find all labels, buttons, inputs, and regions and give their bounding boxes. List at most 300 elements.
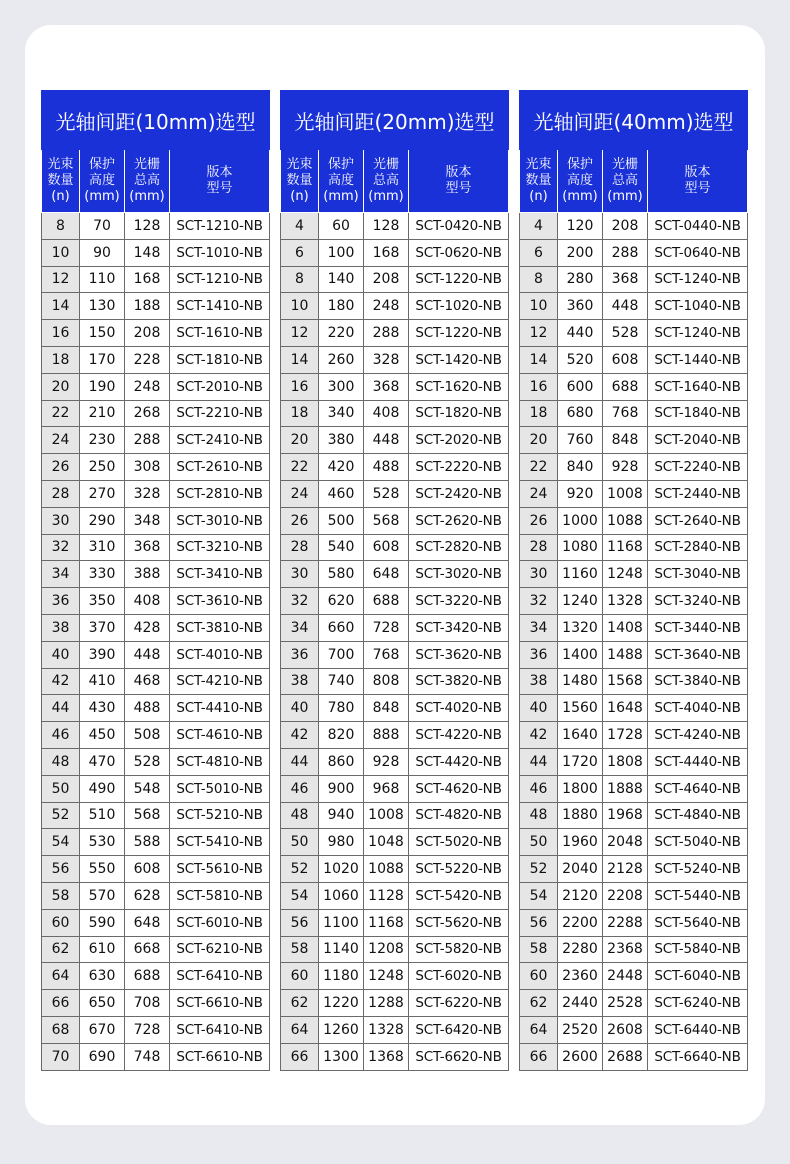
protection-height-cell: 2600: [558, 1043, 603, 1070]
model-cell: SCT-6010-NB: [170, 909, 270, 936]
beam-count-cell: 46: [42, 722, 80, 749]
table-row: [281, 400, 509, 427]
model-cell: SCT-3410-NB: [170, 561, 270, 588]
table-row: [520, 239, 748, 266]
total-height-cell: 928: [603, 454, 648, 481]
table-row: [42, 480, 270, 507]
protection-height-cell: 170: [80, 346, 125, 373]
beam-count-cell: 12: [42, 266, 80, 293]
model-cell: SCT-3440-NB: [648, 614, 748, 641]
total-height-cell: 728: [125, 1016, 170, 1043]
table-row: [42, 534, 270, 561]
model-cell: SCT-5810-NB: [170, 882, 270, 909]
table-row: [520, 614, 748, 641]
table-row: [281, 239, 509, 266]
protection-height-cell: 620: [319, 588, 364, 615]
table-row: [42, 588, 270, 615]
total-height-cell: 128: [364, 213, 409, 240]
table-row: [520, 373, 748, 400]
total-height-cell: 1288: [364, 990, 409, 1017]
table-row: [520, 722, 748, 749]
beam-count-cell: 58: [281, 936, 319, 963]
beam-count-cell: 20: [281, 427, 319, 454]
header-protection-height: 保护 高度 (mm): [319, 150, 364, 213]
total-height-cell: 468: [125, 668, 170, 695]
total-height-cell: 2688: [603, 1043, 648, 1070]
beam-count-cell: 36: [520, 641, 558, 668]
protection-height-cell: 300: [319, 373, 364, 400]
model-cell: SCT-5840-NB: [648, 936, 748, 963]
protection-height-cell: 1060: [319, 882, 364, 909]
model-cell: SCT-2220-NB: [409, 454, 509, 481]
beam-count-cell: 4: [281, 213, 319, 240]
table-row: [42, 454, 270, 481]
table-row: [42, 882, 270, 909]
total-height-cell: 208: [603, 213, 648, 240]
beam-count-cell: 34: [281, 614, 319, 641]
header-protection-height: 保护 高度 (mm): [558, 150, 603, 213]
total-height-cell: 668: [125, 936, 170, 963]
model-cell: SCT-4620-NB: [409, 775, 509, 802]
table-row: [42, 239, 270, 266]
table-row: [42, 802, 270, 829]
total-height-cell: 1408: [603, 614, 648, 641]
protection-height-cell: 940: [319, 802, 364, 829]
protection-height-cell: 470: [80, 748, 125, 775]
total-height-cell: 448: [364, 427, 409, 454]
beam-count-cell: 68: [42, 1016, 80, 1043]
table-row: [281, 856, 509, 883]
protection-height-cell: 630: [80, 963, 125, 990]
protection-height-cell: 120: [558, 213, 603, 240]
model-cell: SCT-2440-NB: [648, 480, 748, 507]
total-height-cell: 368: [603, 266, 648, 293]
header-beam-count: 光束 数量 (n): [520, 150, 558, 213]
table-row: [281, 909, 509, 936]
protection-height-cell: 780: [319, 695, 364, 722]
beam-count-cell: 22: [281, 454, 319, 481]
table-row: [42, 561, 270, 588]
total-height-cell: 528: [125, 748, 170, 775]
model-cell: SCT-4640-NB: [648, 775, 748, 802]
protection-height-cell: 2200: [558, 909, 603, 936]
beam-count-cell: 34: [520, 614, 558, 641]
model-cell: SCT-1440-NB: [648, 346, 748, 373]
model-cell: SCT-0640-NB: [648, 239, 748, 266]
beam-count-cell: 32: [281, 588, 319, 615]
table-row: [42, 856, 270, 883]
beam-count-cell: 24: [281, 480, 319, 507]
protection-height-cell: 190: [80, 373, 125, 400]
table-row: [281, 320, 509, 347]
beam-count-cell: 52: [520, 856, 558, 883]
total-height-cell: 188: [125, 293, 170, 320]
model-cell: SCT-3820-NB: [409, 668, 509, 695]
total-height-cell: 488: [125, 695, 170, 722]
model-cell: SCT-4820-NB: [409, 802, 509, 829]
total-height-cell: 1888: [603, 775, 648, 802]
protection-height-cell: 1300: [319, 1043, 364, 1070]
selection-table-40mm: [519, 90, 747, 1071]
beam-count-cell: 44: [520, 748, 558, 775]
beam-count-cell: 50: [42, 775, 80, 802]
protection-height-cell: 540: [319, 534, 364, 561]
beam-count-cell: 12: [520, 320, 558, 347]
table-row: [281, 427, 509, 454]
protection-height-cell: 60: [319, 213, 364, 240]
protection-height-cell: 2120: [558, 882, 603, 909]
model-cell: SCT-4840-NB: [648, 802, 748, 829]
model-cell: SCT-1240-NB: [648, 320, 748, 347]
protection-height-cell: 280: [558, 266, 603, 293]
model-cell: SCT-5040-NB: [648, 829, 748, 856]
model-cell: SCT-1640-NB: [648, 373, 748, 400]
protection-height-cell: 980: [319, 829, 364, 856]
total-height-cell: 848: [603, 427, 648, 454]
protection-height-cell: 360: [558, 293, 603, 320]
model-cell: SCT-2810-NB: [170, 480, 270, 507]
header-beam-count: 光束 数量 (n): [281, 150, 319, 213]
total-height-cell: 368: [125, 534, 170, 561]
table-row: [42, 748, 270, 775]
beam-count-cell: 70: [42, 1043, 80, 1070]
total-height-cell: 408: [364, 400, 409, 427]
beam-count-cell: 56: [520, 909, 558, 936]
protection-height-cell: 2280: [558, 936, 603, 963]
total-height-cell: 688: [364, 588, 409, 615]
beam-count-cell: 46: [281, 775, 319, 802]
table-row: [42, 266, 270, 293]
model-cell: SCT-2010-NB: [170, 373, 270, 400]
protection-height-cell: 550: [80, 856, 125, 883]
model-cell: SCT-5240-NB: [648, 856, 748, 883]
total-height-cell: 208: [125, 320, 170, 347]
table-row: [42, 320, 270, 347]
total-height-cell: 388: [125, 561, 170, 588]
beam-count-cell: 8: [42, 213, 80, 240]
total-height-cell: 1128: [364, 882, 409, 909]
total-height-cell: 168: [125, 266, 170, 293]
protection-height-cell: 1260: [319, 1016, 364, 1043]
beam-count-cell: 44: [42, 695, 80, 722]
protection-height-cell: 860: [319, 748, 364, 775]
beam-count-cell: 30: [281, 561, 319, 588]
model-cell: SCT-4020-NB: [409, 695, 509, 722]
beam-count-cell: 48: [281, 802, 319, 829]
protection-height-cell: 450: [80, 722, 125, 749]
total-height-cell: 1728: [603, 722, 648, 749]
table-row: [42, 909, 270, 936]
beam-count-cell: 42: [520, 722, 558, 749]
beam-count-cell: 26: [42, 454, 80, 481]
protection-height-cell: 660: [319, 614, 364, 641]
beam-count-cell: 36: [281, 641, 319, 668]
total-height-cell: 1808: [603, 748, 648, 775]
total-height-cell: 688: [603, 373, 648, 400]
table-row: [520, 802, 748, 829]
protection-height-cell: 690: [80, 1043, 125, 1070]
protection-height-cell: 600: [558, 373, 603, 400]
beam-count-cell: 30: [42, 507, 80, 534]
protection-height-cell: 2520: [558, 1016, 603, 1043]
protection-height-cell: 310: [80, 534, 125, 561]
model-cell: SCT-5820-NB: [409, 936, 509, 963]
model-cell: SCT-0620-NB: [409, 239, 509, 266]
protection-height-cell: 1400: [558, 641, 603, 668]
beam-count-cell: 40: [520, 695, 558, 722]
beam-count-cell: 38: [281, 668, 319, 695]
model-cell: SCT-2840-NB: [648, 534, 748, 561]
total-height-cell: 608: [603, 346, 648, 373]
protection-height-cell: 270: [80, 480, 125, 507]
beam-count-cell: 62: [42, 936, 80, 963]
beam-count-cell: 50: [281, 829, 319, 856]
table-row: [42, 722, 270, 749]
beam-count-cell: 52: [42, 802, 80, 829]
total-height-cell: 488: [364, 454, 409, 481]
total-height-cell: 1208: [364, 936, 409, 963]
table-row: [520, 641, 748, 668]
beam-count-cell: 42: [281, 722, 319, 749]
table-row: [42, 936, 270, 963]
model-cell: SCT-4410-NB: [170, 695, 270, 722]
table-row: [42, 963, 270, 990]
total-height-cell: 548: [125, 775, 170, 802]
beam-count-cell: 28: [42, 480, 80, 507]
model-cell: SCT-1410-NB: [170, 293, 270, 320]
model-cell: SCT-3610-NB: [170, 588, 270, 615]
model-cell: SCT-1810-NB: [170, 346, 270, 373]
total-height-cell: 368: [364, 373, 409, 400]
total-height-cell: 808: [364, 668, 409, 695]
model-cell: SCT-1610-NB: [170, 320, 270, 347]
protection-height-cell: 1960: [558, 829, 603, 856]
total-height-cell: 688: [125, 963, 170, 990]
beam-count-cell: 4: [520, 213, 558, 240]
protection-height-cell: 1320: [558, 614, 603, 641]
protection-height-cell: 220: [319, 320, 364, 347]
beam-count-cell: 28: [520, 534, 558, 561]
protection-height-cell: 510: [80, 802, 125, 829]
beam-count-cell: 66: [281, 1043, 319, 1070]
protection-height-cell: 430: [80, 695, 125, 722]
model-cell: SCT-5010-NB: [170, 775, 270, 802]
protection-height-cell: 230: [80, 427, 125, 454]
total-height-cell: 1328: [603, 588, 648, 615]
model-cell: SCT-5440-NB: [648, 882, 748, 909]
beam-count-cell: 22: [520, 454, 558, 481]
beam-count-cell: 36: [42, 588, 80, 615]
beam-count-cell: 60: [281, 963, 319, 990]
table-row: [520, 561, 748, 588]
protection-height-cell: 70: [80, 213, 125, 240]
model-cell: SCT-4440-NB: [648, 748, 748, 775]
model-cell: SCT-1220-NB: [409, 320, 509, 347]
table-row: [42, 373, 270, 400]
table-row: [281, 346, 509, 373]
total-height-cell: 1088: [603, 507, 648, 534]
beam-count-cell: 14: [42, 293, 80, 320]
total-height-cell: 288: [364, 320, 409, 347]
total-height-cell: 848: [364, 695, 409, 722]
protection-height-cell: 520: [558, 346, 603, 373]
header-total-height: 光栅 总高 (mm): [603, 150, 648, 213]
total-height-cell: 1568: [603, 668, 648, 695]
protection-height-cell: 680: [558, 400, 603, 427]
total-height-cell: 768: [603, 400, 648, 427]
table-row: [42, 668, 270, 695]
table-row: [281, 266, 509, 293]
protection-height-cell: 1020: [319, 856, 364, 883]
protection-height-cell: 840: [558, 454, 603, 481]
protection-height-cell: 490: [80, 775, 125, 802]
model-cell: SCT-3220-NB: [409, 588, 509, 615]
table-row: [520, 400, 748, 427]
table-row: [520, 534, 748, 561]
protection-height-cell: 2360: [558, 963, 603, 990]
table-row: [520, 775, 748, 802]
table-title: 光轴间距(10mm)选型: [42, 91, 270, 150]
protection-height-cell: 180: [319, 293, 364, 320]
beam-count-cell: 58: [42, 882, 80, 909]
table-row: [42, 507, 270, 534]
table-row: [520, 427, 748, 454]
beam-count-cell: 10: [520, 293, 558, 320]
beam-count-cell: 18: [42, 346, 80, 373]
protection-height-cell: 590: [80, 909, 125, 936]
model-cell: SCT-3810-NB: [170, 614, 270, 641]
beam-count-cell: 64: [281, 1016, 319, 1043]
table-row: [281, 695, 509, 722]
total-height-cell: 328: [125, 480, 170, 507]
total-height-cell: 348: [125, 507, 170, 534]
beam-count-cell: 38: [42, 614, 80, 641]
protection-height-cell: 900: [319, 775, 364, 802]
beam-count-cell: 46: [520, 775, 558, 802]
table-row: [281, 561, 509, 588]
total-height-cell: 2448: [603, 963, 648, 990]
protection-height-cell: 130: [80, 293, 125, 320]
protection-height-cell: 370: [80, 614, 125, 641]
table-row: [520, 668, 748, 695]
model-cell: SCT-2820-NB: [409, 534, 509, 561]
beam-count-cell: 60: [42, 909, 80, 936]
total-height-cell: 448: [603, 293, 648, 320]
model-cell: SCT-4220-NB: [409, 722, 509, 749]
protection-height-cell: 670: [80, 1016, 125, 1043]
protection-height-cell: 1160: [558, 561, 603, 588]
total-height-cell: 648: [364, 561, 409, 588]
selection-table-20mm: [280, 90, 508, 1071]
table-row: [281, 963, 509, 990]
model-cell: SCT-3420-NB: [409, 614, 509, 641]
beam-count-cell: 22: [42, 400, 80, 427]
beam-count-cell: 20: [42, 373, 80, 400]
model-cell: SCT-1040-NB: [648, 293, 748, 320]
beam-count-cell: 12: [281, 320, 319, 347]
protection-height-cell: 420: [319, 454, 364, 481]
protection-height-cell: 100: [319, 239, 364, 266]
model-cell: SCT-4420-NB: [409, 748, 509, 775]
model-cell: SCT-3240-NB: [648, 588, 748, 615]
total-height-cell: 2048: [603, 829, 648, 856]
protection-height-cell: 1560: [558, 695, 603, 722]
model-cell: SCT-2020-NB: [409, 427, 509, 454]
total-height-cell: 2368: [603, 936, 648, 963]
protection-height-cell: 700: [319, 641, 364, 668]
header-total-height: 光栅 总高 (mm): [364, 150, 409, 213]
total-height-cell: 328: [364, 346, 409, 373]
beam-count-cell: 24: [520, 480, 558, 507]
model-cell: SCT-1010-NB: [170, 239, 270, 266]
model-cell: SCT-5410-NB: [170, 829, 270, 856]
total-height-cell: 708: [125, 990, 170, 1017]
protection-height-cell: 1800: [558, 775, 603, 802]
table-row: [281, 588, 509, 615]
table-row: [281, 480, 509, 507]
model-cell: SCT-3010-NB: [170, 507, 270, 534]
model-cell: SCT-3640-NB: [648, 641, 748, 668]
protection-height-cell: 350: [80, 588, 125, 615]
beam-count-cell: 26: [281, 507, 319, 534]
beam-count-cell: 34: [42, 561, 80, 588]
table-row: [520, 213, 748, 240]
total-height-cell: 768: [364, 641, 409, 668]
model-cell: SCT-2410-NB: [170, 427, 270, 454]
table-row: [520, 480, 748, 507]
total-height-cell: 2288: [603, 909, 648, 936]
beam-count-cell: 14: [520, 346, 558, 373]
table-row: [520, 856, 748, 883]
beam-count-cell: 6: [281, 239, 319, 266]
total-height-cell: 1648: [603, 695, 648, 722]
total-height-cell: 728: [364, 614, 409, 641]
protection-height-cell: 110: [80, 266, 125, 293]
protection-height-cell: 150: [80, 320, 125, 347]
protection-height-cell: 920: [558, 480, 603, 507]
protection-height-cell: 390: [80, 641, 125, 668]
total-height-cell: 288: [125, 427, 170, 454]
model-cell: SCT-5210-NB: [170, 802, 270, 829]
total-height-cell: 508: [125, 722, 170, 749]
model-cell: SCT-4810-NB: [170, 748, 270, 775]
total-height-cell: 968: [364, 775, 409, 802]
total-height-cell: 1488: [603, 641, 648, 668]
beam-count-cell: 44: [281, 748, 319, 775]
total-height-cell: 1968: [603, 802, 648, 829]
beam-count-cell: 24: [42, 427, 80, 454]
protection-height-cell: 1100: [319, 909, 364, 936]
protection-height-cell: 1220: [319, 990, 364, 1017]
model-cell: SCT-3040-NB: [648, 561, 748, 588]
total-height-cell: 528: [603, 320, 648, 347]
model-cell: SCT-1420-NB: [409, 346, 509, 373]
protection-height-cell: 500: [319, 507, 364, 534]
model-cell: SCT-6420-NB: [409, 1016, 509, 1043]
model-cell: SCT-6620-NB: [409, 1043, 509, 1070]
protection-height-cell: 1240: [558, 588, 603, 615]
table-title: 光轴间距(20mm)选型: [281, 91, 509, 150]
model-cell: SCT-6210-NB: [170, 936, 270, 963]
beam-count-cell: 26: [520, 507, 558, 534]
protection-height-cell: 250: [80, 454, 125, 481]
protection-height-cell: 90: [80, 239, 125, 266]
table-row: [42, 427, 270, 454]
table-row: [520, 1016, 748, 1043]
total-height-cell: 628: [125, 882, 170, 909]
table-row: [281, 454, 509, 481]
total-height-cell: 648: [125, 909, 170, 936]
